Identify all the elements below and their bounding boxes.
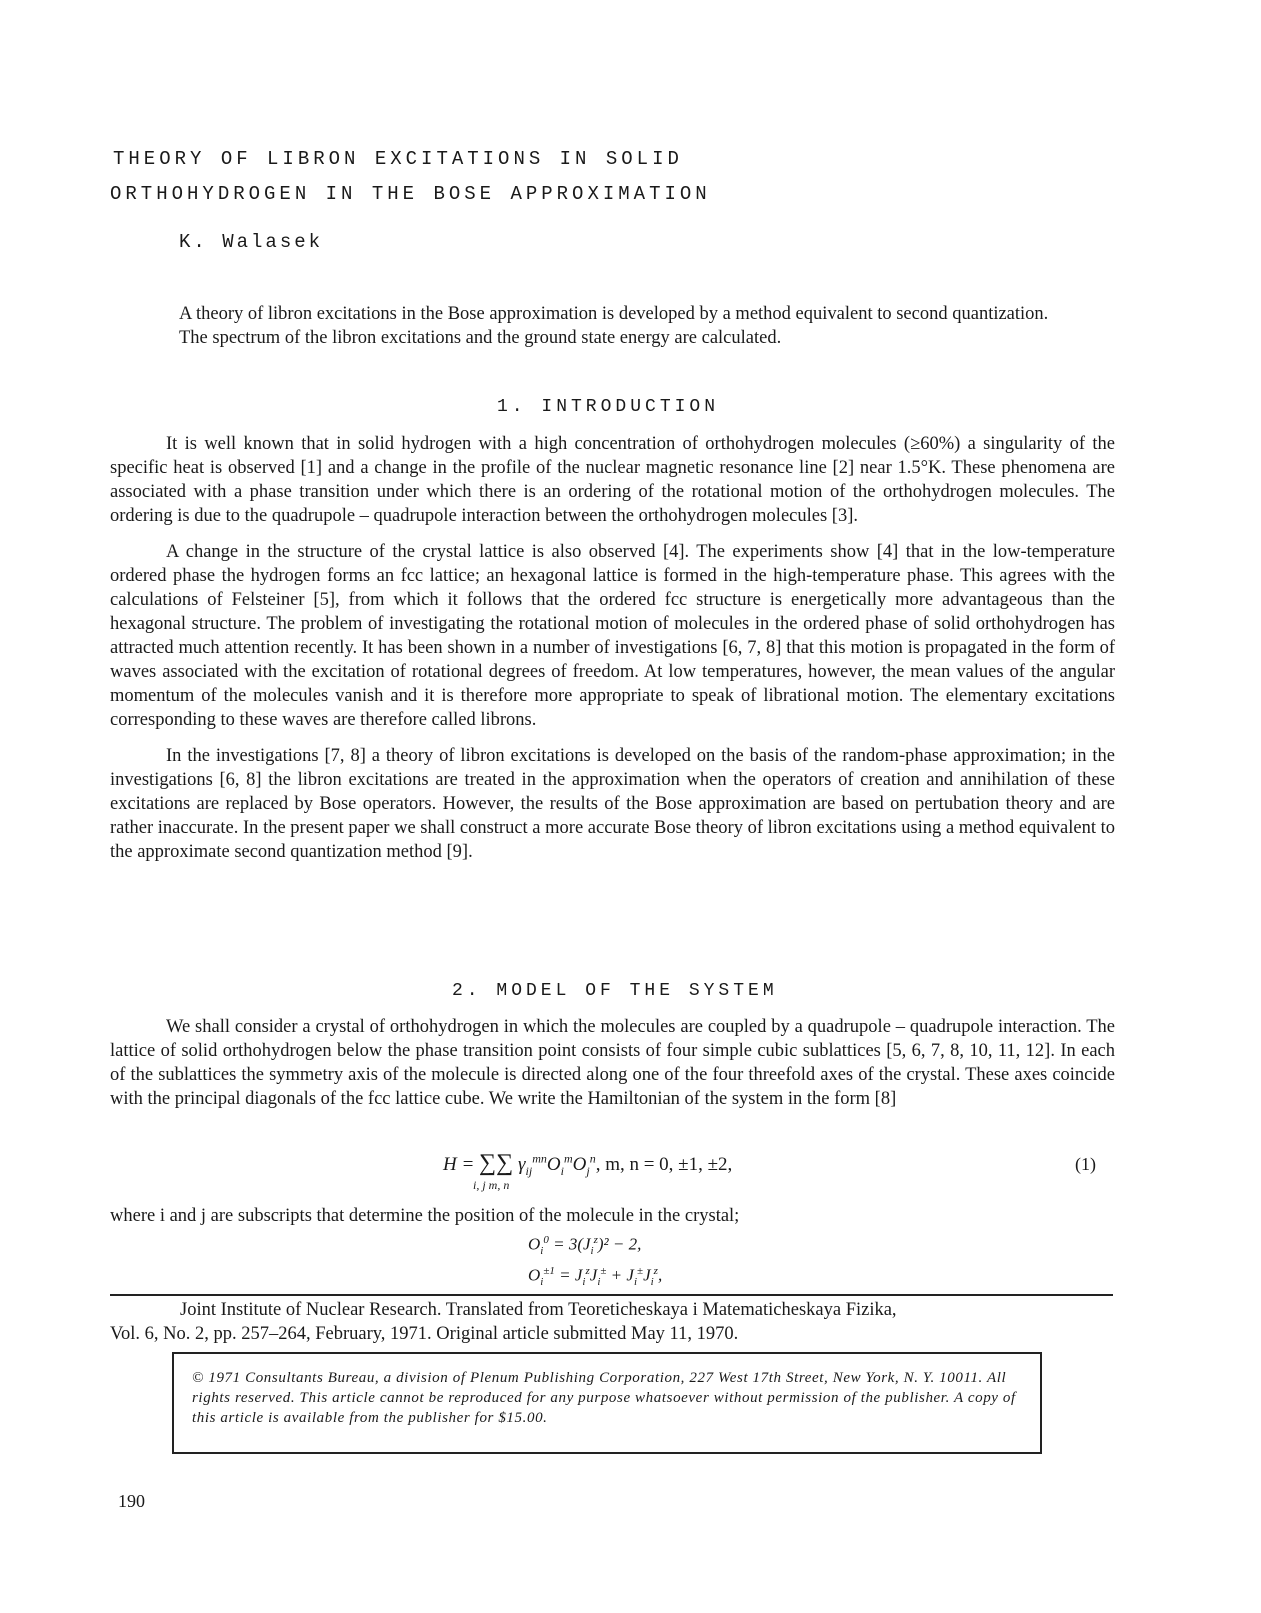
copyright-text: © 1971 Consultants Bureau, a division of Plenum Publishing Corporation, 227 West 17th Street, New York, N. Y. 10011. All rights reserved. This article cannot be reproduced for any purpose whatsoever without permission of the publisher. A copy of this article is available from the publisher for $15.00.	[192, 1370, 1016, 1426]
title-line-1: THEORY OF LIBRON EXCITATIONS IN SOLID	[113, 148, 683, 170]
section-1-heading: 1. INTRODUCTION	[497, 397, 720, 417]
operator-equation-2: $O_i^{\pm 1} = J_i^zJ_i^\pm + J_i^\pm J_i^z$,	[528, 1265, 663, 1289]
after-equation-text: where i and j are subscripts that determine the position of the molecule in the crystal;	[110, 1206, 740, 1226]
hamiltonian-equation: H = ∑∑ $\gamma_{ij}^{mn}O_i^mO_j^n$, m, n = 0, ±1, ±2,	[443, 1150, 733, 1178]
intro-paragraph: It is well known that in solid hydrogen with a high concentration of orthohydrogen molecules (≥60%) a singularity of the specific heat is observed [1] and a change in the profile of the nuclear magnetic resonance line [2] near 1.5°K. These phenomena are associated with a phase transition under which there is an ordering of the rotational motion of the orthohydrogen molecules. The ordering is due to the quadrupole – quadrupole interaction between the orthohydrogen molecules [3].	[110, 434, 1115, 526]
sum-subscript: i, j m, n	[473, 1178, 510, 1192]
eq3-rhs: = J	[559, 1265, 583, 1285]
intro-paragraph: In the investigations [7, 8] a theory of libron excitations is developed on the basis of the random-phase approximation; in the investigations [6, 8] the libron excitations are treated in the approximation when the operators of creation and annihilation of these excitations are replaced by Bose operators. However, the results of the Bose approximation are based on pertubation theory and are rather inaccurate. In the present paper we shall construct a more accurate Bose theory of libron excitations using a method equivalent to the approximate second quantization method [9].	[110, 746, 1115, 862]
title-line-2: ORTHOHYDROGEN IN THE BOSE APPROXIMATION	[110, 183, 711, 205]
eq2-tail: )² − 2,	[597, 1234, 642, 1254]
section-2-heading: 2. MODEL OF THE SYSTEM	[452, 981, 778, 1001]
equation-rhs: , m, n = 0, ±1, ±2,	[595, 1154, 733, 1175]
equation-number: (1)	[1075, 1154, 1096, 1174]
footnote	[110, 1298, 1115, 1346]
section-1-body	[110, 432, 1115, 864]
operator-equation-1: $O_i^0 = 3(J_i^z)^2 - 2$,	[528, 1234, 642, 1258]
section-2-body	[110, 1015, 1115, 1111]
footnote-line-2: Vol. 6, No. 2, pp. 257–264, February, 1971. Original article submitted May 11, 1970.	[110, 1324, 739, 1344]
model-paragraph: We shall consider a crystal of orthohydrogen in which the molecules are coupled by a quadrupole – quadrupole interaction. The lattice of solid orthohydrogen below the phase transition point consists of four simple cubic sublattices [5, 6, 7, 8, 10, 11, 12]. In each of the sublattices the symmetry axis of the molecule is directed along one of the four threefold axes of the crystal. These axes coincide with the principal diagonals of the fcc lattice cube. We write the Hamiltonian of the system in the form [8]	[110, 1017, 1115, 1109]
equation-lhs: H =	[443, 1154, 480, 1175]
abstract: A theory of libron excitations in the Bose approximation is developed by a method equivalent to second quantization. The spectrum of the libron excitations and the ground state energy are calculated.	[179, 304, 1049, 348]
intro-paragraph: A change in the structure of the crystal lattice is also observed [4]. The experiments show [4] that in the low-temperature ordered phase the hydrogen forms an fcc lattice; an hexagonal lattice is formed in the high-temperature phase. This agrees with the calculations of Felsteiner [5], from which it follows that the ordered fcc structure is energetically more advantageous than the hexagonal structure. The problem of investigating the rotational motion of molecules in the ordered phase of solid orthohydrogen has attracted much attention recently. It has been shown in a number of investigations [6, 7, 8] that this motion is propagated in the form of waves associated with the excitation of rotational degrees of freedom. At low temperatures, however, the mean values of the angular momentum of the molecules vanish and it is therefore more appropriate to speak of librational motion. The elementary excitations corresponding to these waves are therefore called librons.	[110, 542, 1115, 730]
footnote-divider	[110, 1294, 1113, 1296]
page-number: 190	[118, 1491, 145, 1511]
eq2-rhs: = 3(J	[553, 1234, 591, 1254]
footnote-line-1: Joint Institute of Nuclear Research. Translated from Teoreticheskaya i Matematicheskaya Fizika,	[180, 1300, 897, 1320]
author: K. Walasek	[179, 231, 324, 253]
copyright-box	[172, 1352, 1042, 1454]
